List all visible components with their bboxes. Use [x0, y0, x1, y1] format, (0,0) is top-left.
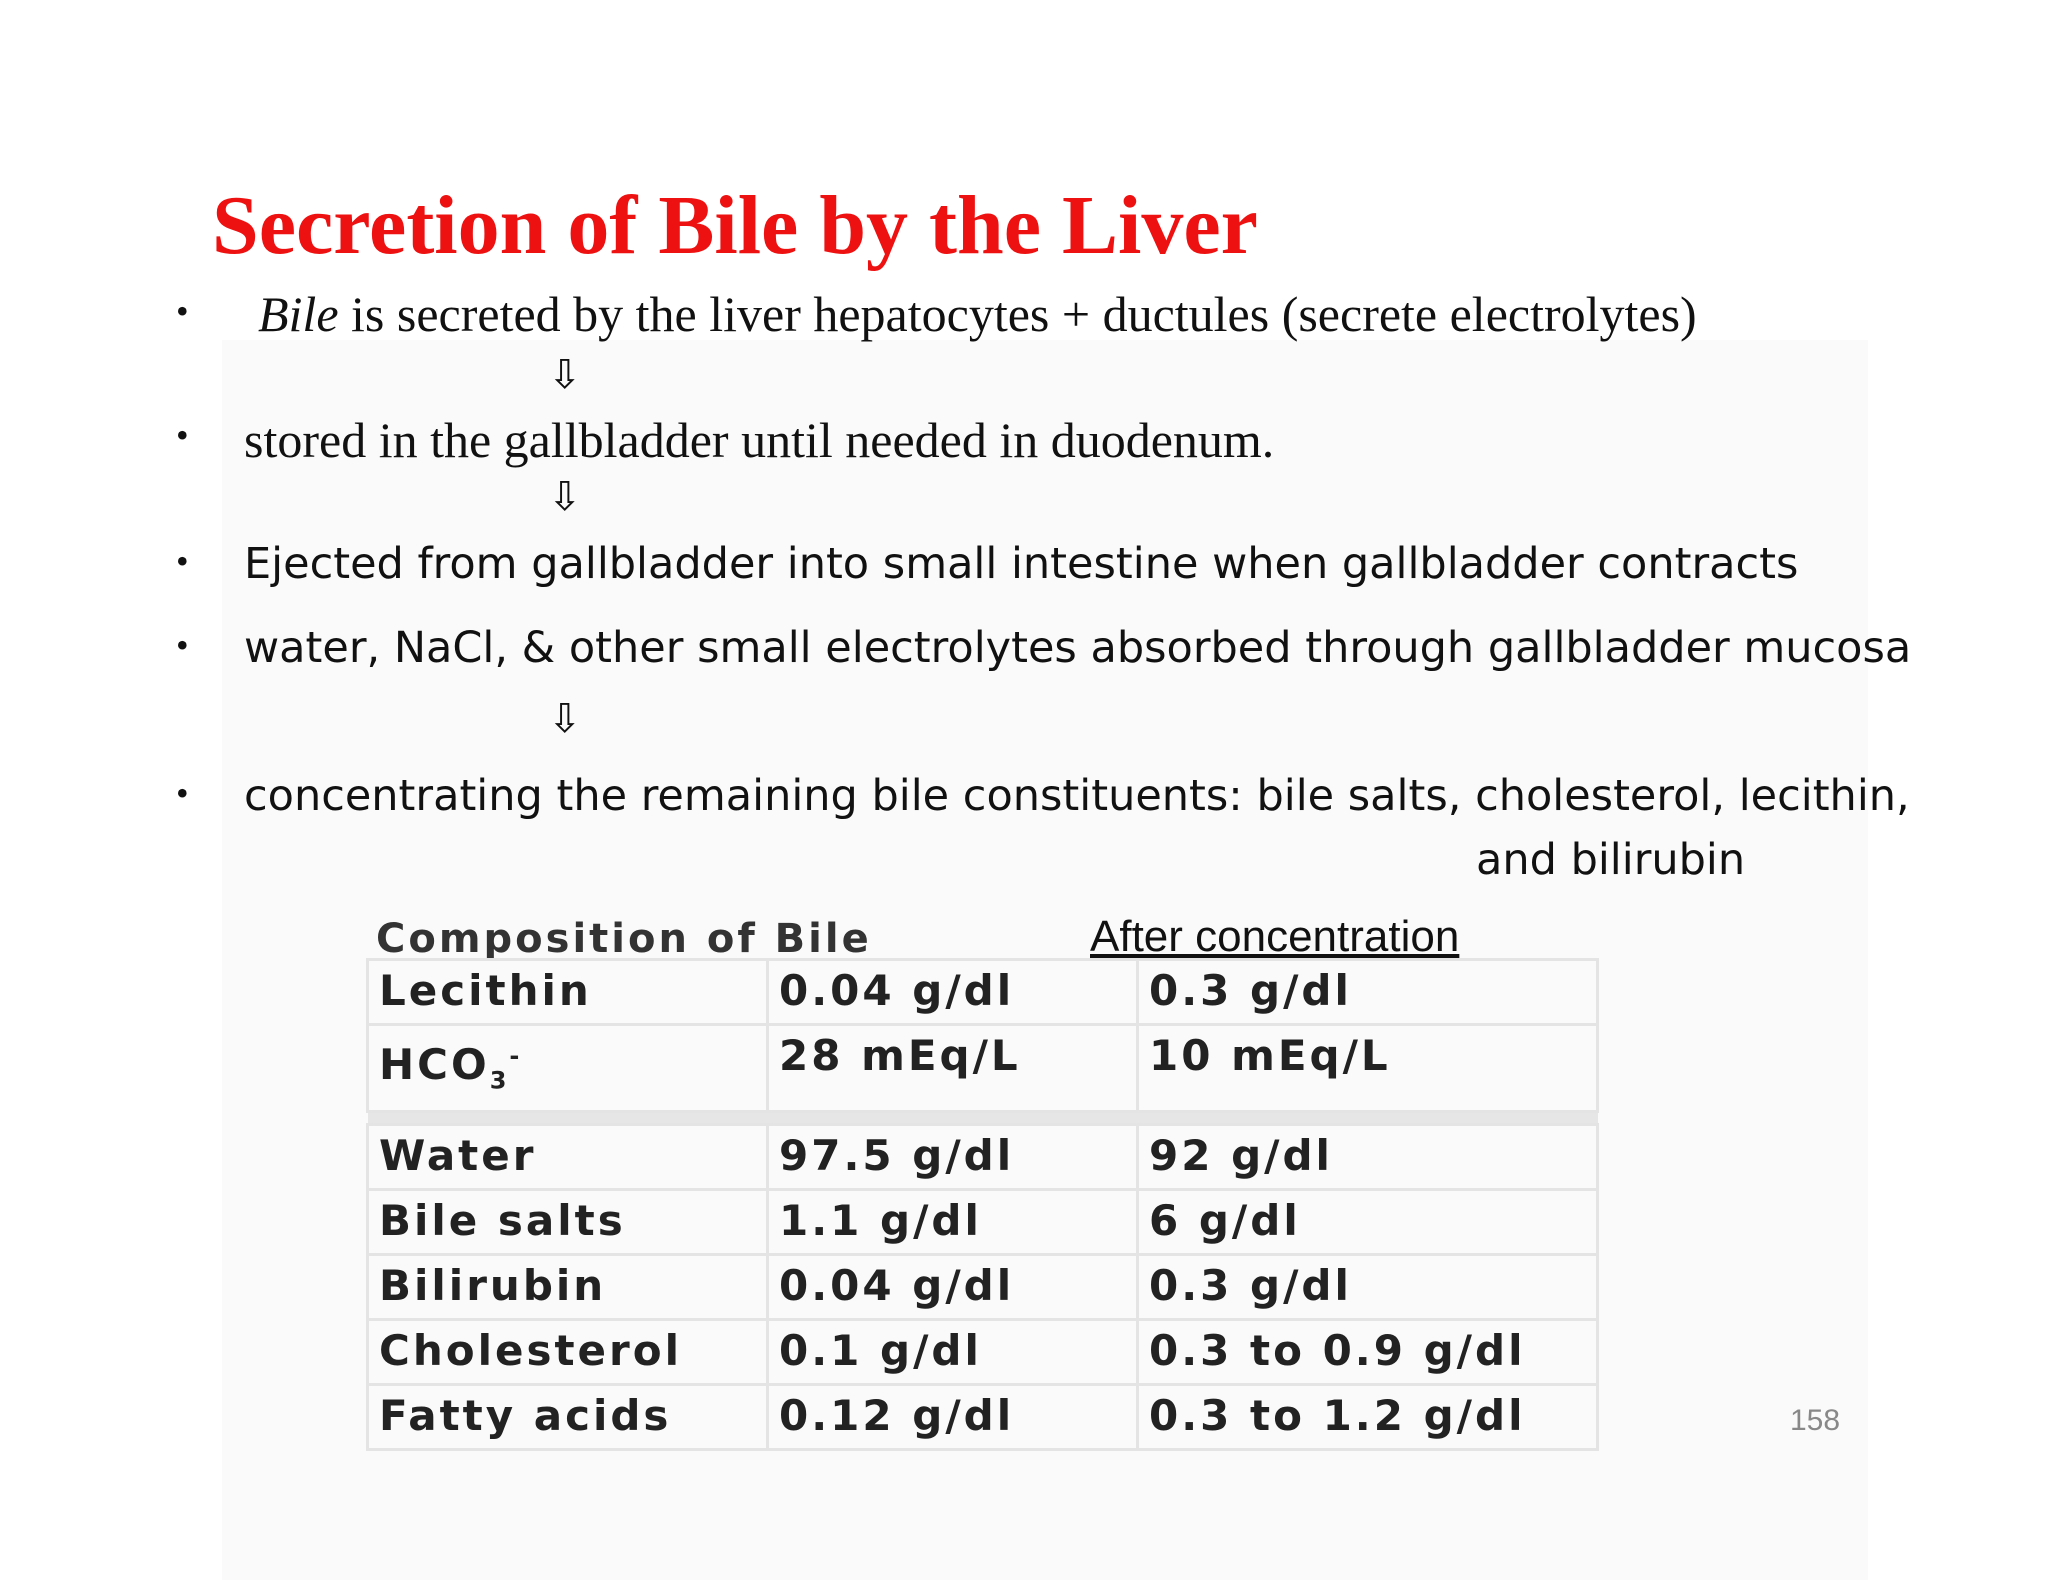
value-before: 0.1 g/dl: [768, 1320, 1138, 1385]
table-row: [368, 1385, 1598, 1450]
table-row: [368, 1255, 1598, 1320]
bullet-dot: •: [176, 541, 189, 581]
bullet-3-text: Ejected from gallbladder into small intestine when gallbladder contracts: [244, 539, 1799, 589]
value-after: 10 mEq/L: [1138, 1025, 1598, 1112]
table-row: [368, 960, 1598, 1025]
table-row: [368, 1025, 1598, 1112]
table-caption: Composition of Bile: [376, 916, 872, 962]
bullet-4-text: water, NaCl, & other small electrolytes absorbed through gallbladder mucosa: [244, 623, 1912, 673]
bullet-dot: •: [176, 625, 189, 665]
row-name: Cholesterol: [368, 1320, 768, 1385]
formula-superscript: -: [509, 1042, 523, 1070]
bullet-1-lead: Bile: [258, 286, 339, 342]
value-after: 92 g/dl: [1138, 1125, 1598, 1190]
value-after: 0.3 g/dl: [1138, 960, 1598, 1025]
down-arrow-icon: ⇩: [548, 696, 582, 742]
bullet-5-text: concentrating the remaining bile constituents: bile salts, cholesterol, lecithin,: [244, 771, 1910, 821]
bullet-2-text: stored in the gallbladder until needed in duodenum.: [244, 412, 1275, 468]
value-after: 0.3 to 1.2 g/dl: [1138, 1385, 1598, 1450]
bullet-dot: •: [176, 415, 189, 455]
value-before: 97.5 g/dl: [768, 1125, 1138, 1190]
row-name: Fatty acids: [368, 1385, 768, 1450]
bile-composition-table: [366, 958, 1599, 1451]
page-number: 158: [1790, 1404, 1841, 1437]
value-before: 0.04 g/dl: [768, 960, 1138, 1025]
value-before: 0.04 g/dl: [768, 1255, 1138, 1320]
value-before: 28 mEq/L: [768, 1025, 1138, 1112]
value-before: 1.1 g/dl: [768, 1190, 1138, 1255]
down-arrow-icon: ⇩: [548, 474, 582, 520]
row-name: [368, 1025, 768, 1112]
bullet-dot: •: [176, 291, 189, 331]
value-after: 0.3 to 0.9 g/dl: [1138, 1320, 1598, 1385]
bullet-1-text: [258, 284, 1697, 344]
value-after: 6 g/dl: [1138, 1190, 1598, 1255]
value-after: 0.3 g/dl: [1138, 1255, 1598, 1320]
bullet-1-body: is secreted by the liver hepatocytes + ductules (secrete electrolytes): [338, 286, 1697, 342]
row-name: Bile salts: [368, 1190, 768, 1255]
formula-base: HCO: [379, 1040, 490, 1089]
row-name: Lecithin: [368, 960, 768, 1025]
value-before: 0.12 g/dl: [768, 1385, 1138, 1450]
row-name: Bilirubin: [368, 1255, 768, 1320]
bullet-5-continuation: and bilirubin: [1476, 835, 1746, 885]
formula-subscript: 3: [489, 1066, 510, 1095]
slide-title: Secretion of Bile by the Liver: [212, 179, 1258, 272]
table-divider: [368, 1112, 1598, 1125]
bullet-dot: •: [176, 773, 189, 813]
row-name: Water: [368, 1125, 768, 1190]
table-row: [368, 1190, 1598, 1255]
table-row: [368, 1320, 1598, 1385]
down-arrow-icon: ⇩: [548, 352, 582, 398]
after-concentration-label: After concentration: [1090, 912, 1460, 961]
table-row: [368, 1125, 1598, 1190]
